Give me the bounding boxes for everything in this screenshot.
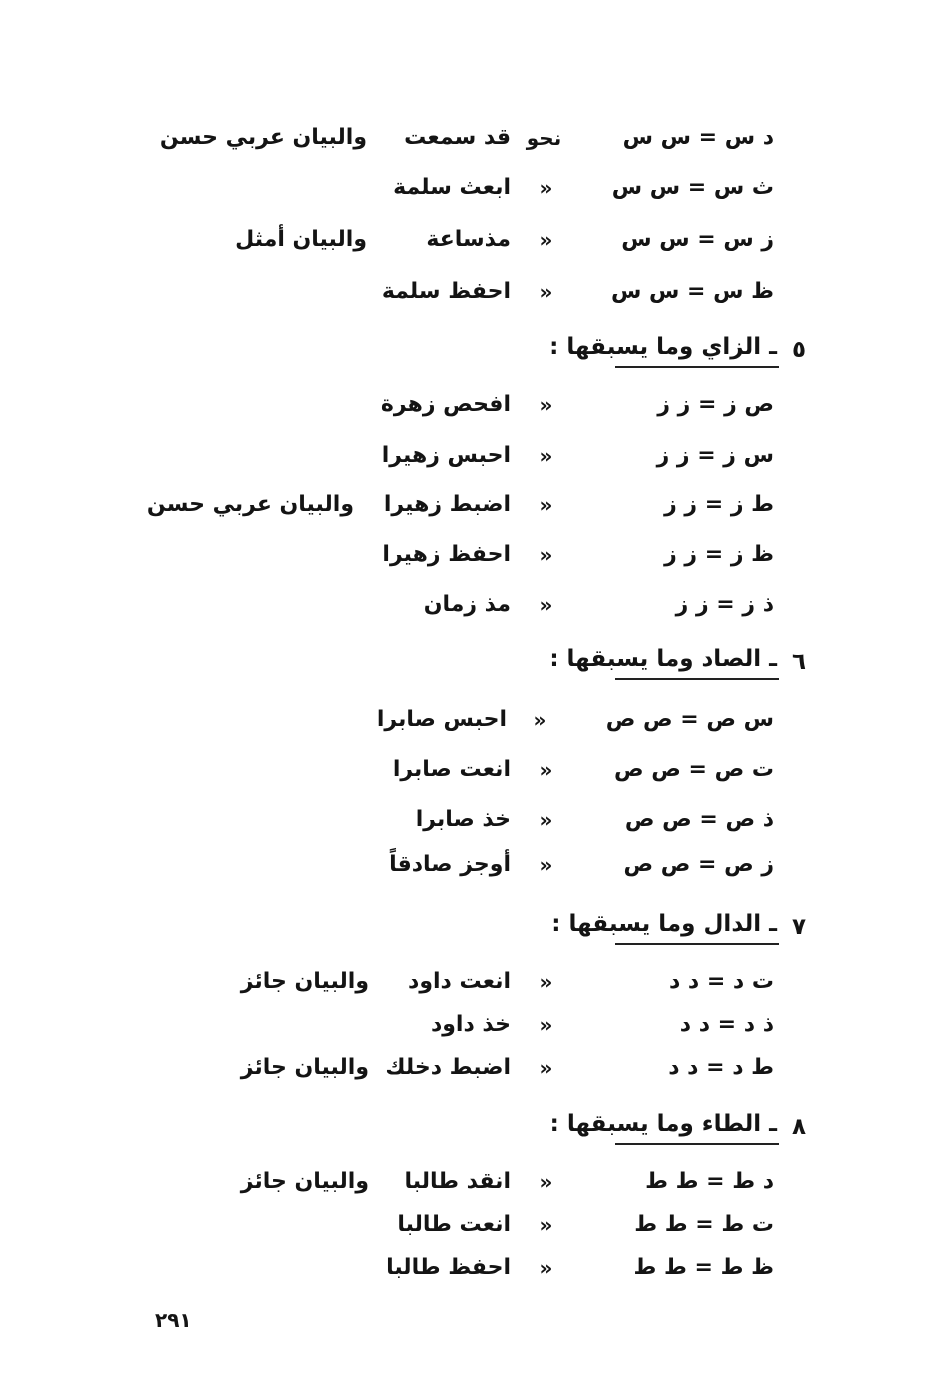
- example-marker: »: [539, 758, 553, 782]
- example-text: مذساعة: [426, 227, 511, 252]
- example-text: احبس صابرا: [376, 707, 507, 732]
- table-row: [0, 385, 949, 425]
- example-marker: »: [539, 593, 553, 617]
- table-row: [0, 1205, 949, 1245]
- rule-text: ذ ز = ز ز: [675, 592, 774, 617]
- example-text: انعت صابرا: [392, 757, 511, 782]
- rule-text: د س = س س: [622, 125, 774, 150]
- rule-text: ظ ز = ز ز: [664, 542, 774, 567]
- example-text: انعت داود: [408, 969, 511, 994]
- section-title: ـ الصاد وما يسبقها :: [615, 640, 779, 680]
- example-text: أوجز صادقاً: [389, 852, 511, 877]
- section-title: ـ الطاء وما يسبقها :: [615, 1105, 779, 1145]
- example-marker: »: [539, 853, 553, 877]
- example-marker: »: [539, 228, 553, 252]
- rule-text: ذ د = د د: [679, 1012, 774, 1037]
- table-row: [0, 168, 949, 208]
- rule-text: ز ص = ص ص: [623, 852, 774, 877]
- rule-text: ت ص = ص ص: [614, 757, 774, 782]
- example-marker: نحو: [526, 126, 562, 150]
- table-row: [0, 1248, 949, 1288]
- note-text: والبيان عربي حسن: [159, 125, 367, 150]
- example-text: اضبط دخلك: [385, 1055, 511, 1080]
- example-text: مذ زمان: [423, 592, 511, 617]
- example-marker: »: [539, 444, 553, 468]
- example-marker: »: [539, 1056, 553, 1080]
- rule-text: ذ ص = ص ص: [624, 807, 774, 832]
- note-text: والبيان جائز: [240, 1169, 369, 1194]
- table-row: [0, 272, 949, 312]
- table-row: [0, 1005, 949, 1045]
- rule-text: د ط = ط ط: [645, 1169, 774, 1194]
- table-row: [0, 800, 949, 840]
- example-text: انعت طالبا: [397, 1212, 511, 1237]
- table-row: [0, 845, 949, 885]
- note-text: والبيان أمثل: [235, 227, 367, 252]
- example-text: احبس زهيرا: [381, 443, 511, 468]
- section-title: ـ الدال وما يسبقها :: [615, 905, 779, 945]
- rule-text: ت ط = ط ط: [634, 1212, 774, 1237]
- example-text: احفظ زهيرا: [382, 542, 511, 567]
- example-marker: »: [539, 280, 553, 304]
- rule-text: ظ ط = ط ط: [633, 1255, 774, 1280]
- rule-text: س ز = ز ز: [656, 443, 774, 468]
- table-row: [0, 585, 949, 625]
- example-text: انقد طالبا: [404, 1169, 511, 1194]
- note-text: والبيان جائز: [240, 969, 369, 994]
- section-number: ٦: [791, 649, 807, 675]
- example-marker: »: [533, 708, 547, 732]
- rule-text: ط د = د د: [668, 1055, 774, 1080]
- table-row: [0, 700, 949, 740]
- rule-text: ز س = س س: [621, 227, 774, 252]
- section-number: ٥: [791, 337, 807, 363]
- table-row: [0, 220, 949, 260]
- table-row: [0, 962, 949, 1002]
- example-text: ابعث سلمة: [393, 175, 511, 200]
- example-text: خذ داود: [430, 1012, 511, 1037]
- rule-text: س ص = ص ص: [605, 707, 774, 732]
- rule-text: ص ز = ز ز: [657, 392, 774, 417]
- example-marker: »: [539, 1013, 553, 1037]
- example-marker: »: [539, 543, 553, 567]
- example-text: احفظ سلمة: [381, 279, 511, 304]
- table-row: [0, 485, 949, 525]
- table-row: [0, 118, 949, 158]
- rule-text: ظ س = س س: [611, 279, 774, 304]
- example-marker: »: [539, 808, 553, 832]
- table-row: [0, 1048, 949, 1088]
- table-row: [0, 750, 949, 790]
- example-marker: »: [539, 176, 553, 200]
- example-text: احفظ طالبا: [386, 1255, 511, 1280]
- example-text: اضبط زهيرا: [383, 492, 511, 517]
- example-text: خذ صابرا: [415, 807, 511, 832]
- example-marker: »: [539, 970, 553, 994]
- example-text: افحص زهرة: [380, 392, 511, 417]
- rule-text: ت د = د د: [668, 969, 774, 994]
- example-marker: »: [539, 1213, 553, 1237]
- note-text: والبيان عربي حسن: [146, 492, 354, 517]
- example-marker: »: [539, 393, 553, 417]
- section-number: ٨: [791, 1114, 807, 1140]
- example-text: قد سمعت: [404, 125, 511, 150]
- section-heading: [549, 1105, 819, 1149]
- table-row: [0, 1162, 949, 1202]
- example-marker: »: [539, 1256, 553, 1280]
- example-marker: »: [539, 1170, 553, 1194]
- table-row: [0, 535, 949, 575]
- table-row: [0, 436, 949, 476]
- section-heading: [549, 328, 819, 372]
- section-number: ٧: [791, 914, 807, 940]
- example-marker: »: [539, 493, 553, 517]
- rule-text: ث س = س س: [611, 175, 774, 200]
- section-title: ـ الزاي وما يسبقها :: [615, 328, 779, 368]
- rule-text: ط ز = ز ز: [664, 492, 774, 517]
- section-heading: [549, 640, 819, 684]
- note-text: والبيان جائز: [240, 1055, 369, 1080]
- section-heading: [551, 905, 819, 949]
- page-number: ٢٩١: [155, 1308, 192, 1332]
